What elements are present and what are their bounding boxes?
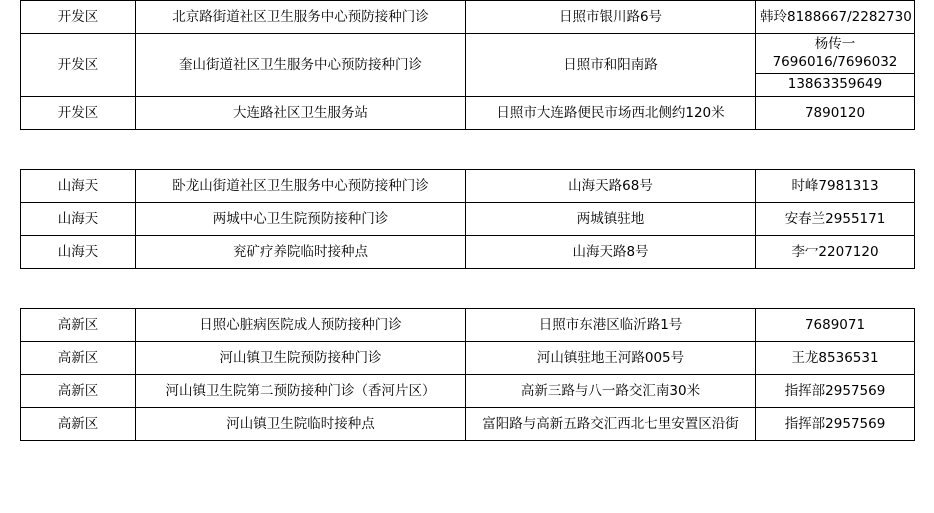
- table-block-gaoxinqu: [20, 308, 915, 441]
- table-row: [21, 235, 915, 268]
- table-row: [21, 202, 915, 235]
- cell-phone: 指挥部2957569: [756, 407, 915, 440]
- table-row: [21, 34, 915, 97]
- table-row: [21, 308, 915, 341]
- cell-region: 高新区: [21, 308, 136, 341]
- cell-region: 高新区: [21, 341, 136, 374]
- cell-region: 开发区: [21, 1, 136, 34]
- cell-address: 日照市和阳南路: [466, 34, 756, 97]
- phone-line: [756, 34, 914, 74]
- table-row: [21, 374, 915, 407]
- cell-address: 山海天路68号: [466, 169, 756, 202]
- table-row: [21, 169, 915, 202]
- cell-address: 日照市大连路便民市场西北侧约120米: [466, 96, 756, 129]
- cell-clinic-name: 河山镇卫生院预防接种门诊: [136, 341, 466, 374]
- cell-address: 山海天路8号: [466, 235, 756, 268]
- cell-region: 高新区: [21, 374, 136, 407]
- cell-clinic-name: 河山镇卫生院第二预防接种门诊（香河片区）: [136, 374, 466, 407]
- contact-person: 杨传一: [814, 36, 856, 52]
- cell-address: 河山镇驻地王河路005号: [466, 341, 756, 374]
- block-spacer: [0, 269, 934, 308]
- cell-clinic-name: 奎山街道社区卫生服务中心预防接种门诊: [136, 34, 466, 97]
- table-row: [21, 96, 915, 129]
- cell-address: 两城镇驻地: [466, 202, 756, 235]
- cell-clinic-name: 两城中心卫生院预防接种门诊: [136, 202, 466, 235]
- cell-phone: 指挥部2957569: [756, 374, 915, 407]
- block-spacer: [0, 130, 934, 169]
- cell-region: 高新区: [21, 407, 136, 440]
- cell-clinic-name: 河山镇卫生院临时接种点: [136, 407, 466, 440]
- cell-phone: 时峰7981313: [756, 169, 915, 202]
- cell-clinic-name: 兖矿疗养院临时接种点: [136, 235, 466, 268]
- cell-clinic-name: 大连路社区卫生服务站: [136, 96, 466, 129]
- cell-address: 富阳路与高新五路交汇西北七里安置区沿街: [466, 407, 756, 440]
- cell-region: 开发区: [21, 34, 136, 97]
- cell-phone: 韩玲8188667/2282730: [756, 1, 915, 34]
- table-row: [21, 341, 915, 374]
- cell-phone: 李冖2207120: [756, 235, 915, 268]
- cell-clinic-name: 日照心脏病医院成人预防接种门诊: [136, 308, 466, 341]
- cell-phone: 安春兰2955171: [756, 202, 915, 235]
- cell-address: 日照市银川路6号: [466, 1, 756, 34]
- cell-address: 高新三路与八一路交汇南30米: [466, 374, 756, 407]
- phone-line-mobile: 13863359649: [787, 76, 883, 93]
- cell-region: 山海天: [21, 169, 136, 202]
- cell-region: 开发区: [21, 96, 136, 129]
- cell-clinic-name: 北京路街道社区卫生服务中心预防接种门诊: [136, 1, 466, 34]
- phone-number: 7696016/7696032: [772, 53, 898, 70]
- table-row: [21, 1, 915, 34]
- cell-phone: [756, 34, 915, 97]
- cell-clinic-name: 卧龙山街道社区卫生服务中心预防接种门诊: [136, 169, 466, 202]
- cell-region: 山海天: [21, 235, 136, 268]
- cell-phone: 7689071: [756, 308, 915, 341]
- table-block-kaifaqu: [20, 0, 915, 130]
- cell-address: 日照市东港区临沂路1号: [466, 308, 756, 341]
- cell-region: 山海天: [21, 202, 136, 235]
- cell-phone: 7890120: [756, 96, 915, 129]
- cell-phone: 王龙8536531: [756, 341, 915, 374]
- table-block-shanhaitian: [20, 169, 915, 269]
- table-row: [21, 407, 915, 440]
